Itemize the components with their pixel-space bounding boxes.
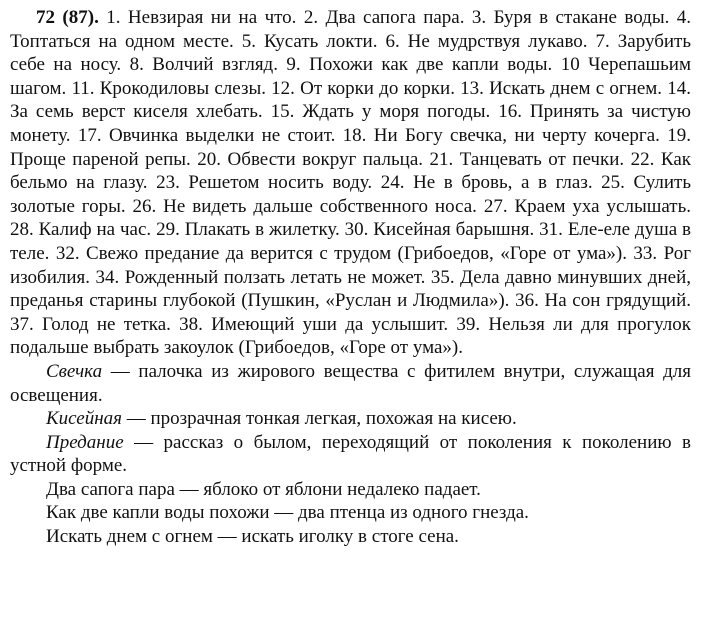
definition-predanie: [10, 431, 691, 478]
definition-text: — палочка из жирового вещества с фитилем внутри, служащая для освещения.: [10, 360, 691, 406]
synonym-line: Искать днем с огнем — искать иголку в стоге сена.: [46, 526, 459, 548]
definition-term: Кисейная: [46, 408, 122, 430]
synonym-line: Как две капли воды похожи — два птенца из одного гнезда.: [46, 502, 529, 524]
definition-text: — рассказ о былом, переходящий от поколения к поколению в устной форме.: [10, 431, 691, 477]
exercise-paragraph: [10, 6, 691, 360]
definition-svechka: [10, 360, 691, 407]
definition-text: — прозрачная тонкая легкая, похожая на кисею.: [122, 408, 517, 430]
definition-term: Свечка: [46, 360, 103, 382]
exercise-text: 1. Невзирая ни на что. 2. Два сапога пара. 3. Буря в стакане воды. 4. Топтаться на одном месте. 5. Кусать локти. 6. Не мудрствуя лукаво. 7. Зарубить себе на носу. 8. Волчий взгляд. 9. Похожи как две капли воды. 10 Черепашьим шагом. 11. Крокодиловы слезы. 12. От корки до корки. 13. Искать днем с огнем. 14. За семь верст киселя хлебать. 15. Ждать у моря погоды. 16. Принять за чистую монету. 17. Овчинка выделки не стоит. 18. Ни Богу свечка, ни черту кочерга. 19. Проще пареной репы. 20. Обвести вокруг пальца. 21. Танцевать от печки. 22. Как бельмо на глазу. 23. Решетом носить воду. 24. Не в бровь, а в глаз. 25. Сулить золотые горы. 26. Не видеть дальше собственного носа. 27. Краем уха услышать. 28. Калиф на час. 29. Плакать в жилетку. 30. Кисейная барышня. 31. Еле-еле душа в теле. 32. Свежо предание да верится с трудом (Грибоедов, «Горе от ума»). 33. Рог изобилия. 34. Рожденный ползать летать не может. 35. Дела давно минувших дней, преданья старины глубокой (Пушкин, «Руслан и Людмила»). 36. На сон грядущий. 37. Голод не тетка. 38. Имеющий уши да услышит. 39. Нельзя ли для прогулок подальше выбрать закоулок (Грибоедов, «Горе от ума»).: [10, 7, 691, 359]
definition-term: Предание: [46, 431, 124, 453]
definition-kiseynaya: [10, 407, 691, 431]
document-page: [10, 6, 691, 549]
exercise-number: 72 (87).: [36, 7, 99, 28]
synonym-line: Два сапога пара — яблоко от яблони недалеко падает.: [46, 478, 481, 500]
